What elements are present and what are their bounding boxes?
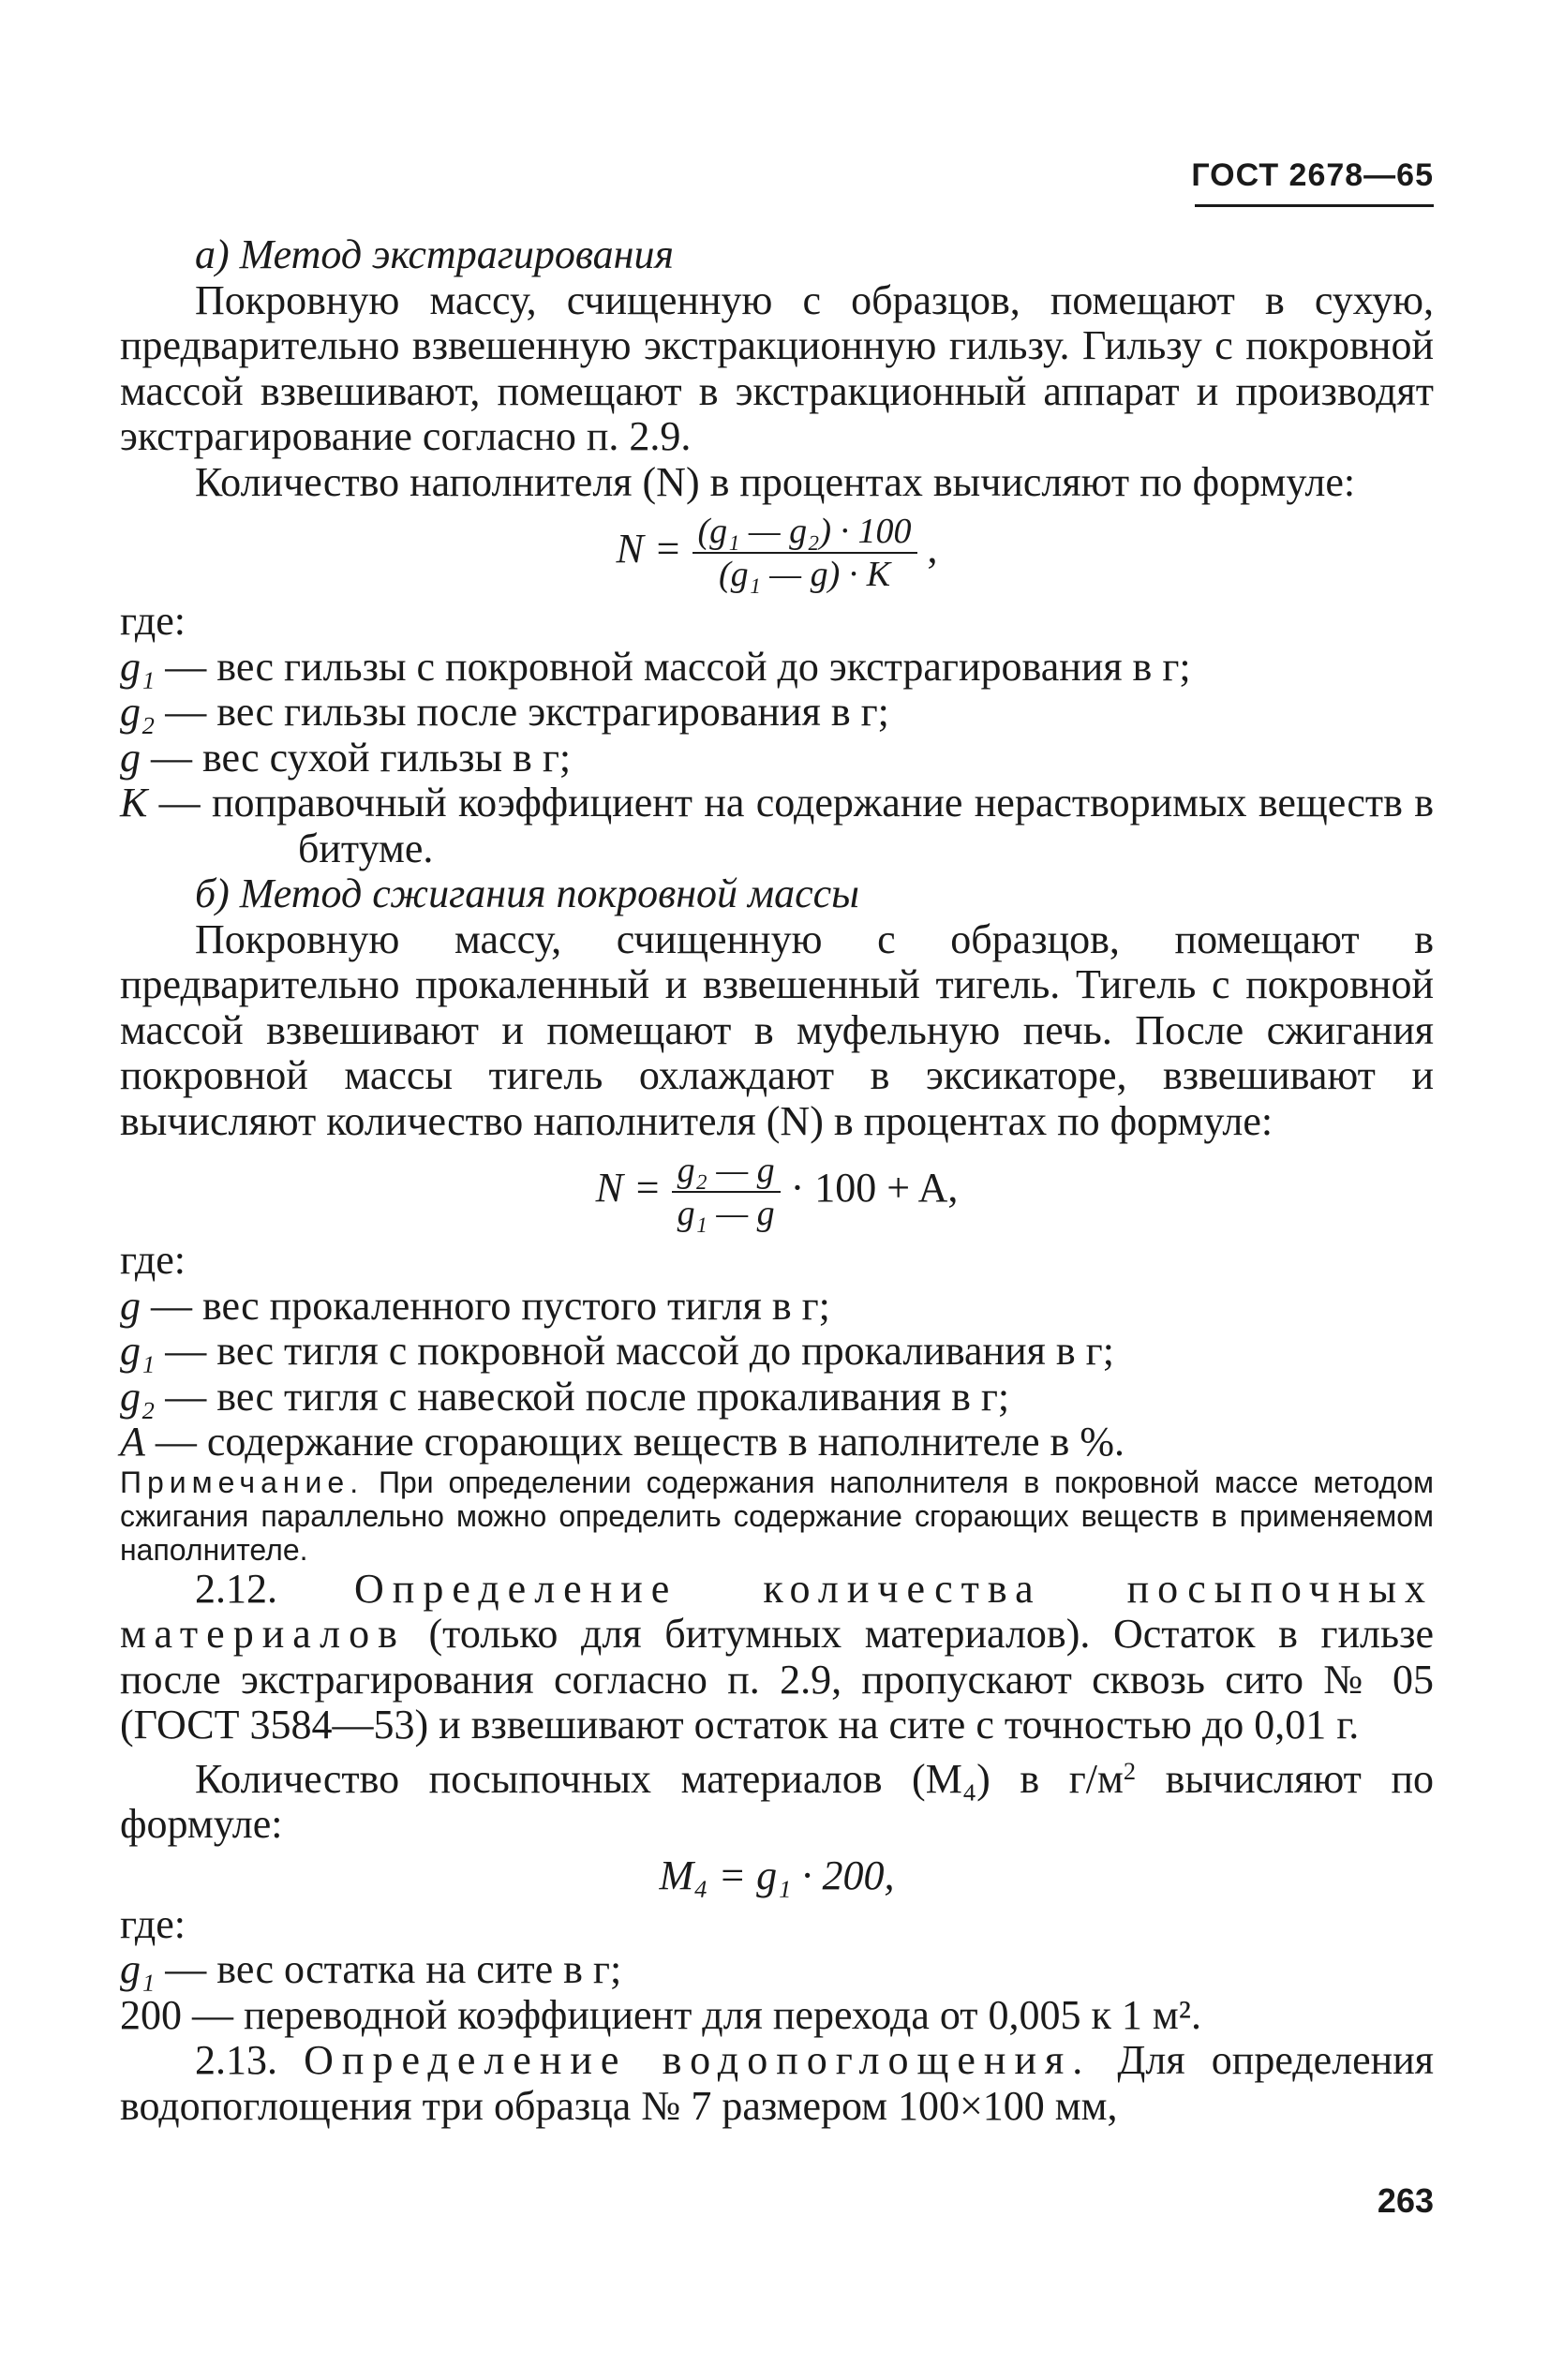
definition-text: — вес гильзы после экстрагирования в г; (165, 689, 889, 735)
intro-text-b: вычисляют по формуле: (120, 1755, 1434, 1847)
definition-line (120, 645, 1434, 691)
note-heading: Примечание. (120, 1465, 365, 1499)
section-heading: Определение водопоглощения. (304, 2037, 1092, 2083)
header-rule (1195, 204, 1434, 207)
formula-fraction (693, 513, 917, 593)
section-2-12 (120, 1567, 1434, 1748)
section-number: 2.13. (195, 2037, 277, 2083)
definition-line (120, 736, 1434, 781)
method-b-title: б) Метод сжигания покровной массы (195, 870, 859, 916)
definition-text: — поправочный коэффициент на содержание нерастворимых веществ в битуме. (158, 780, 1435, 871)
formula-numerator: g₂ — g (672, 1152, 781, 1193)
definition-text: — вес прокаленного пустого тигля в г; (151, 1282, 830, 1329)
definition-symbol: g₂ (120, 689, 156, 735)
definition-symbol: 200 (120, 1991, 182, 2038)
formula-extraction (120, 513, 1434, 593)
where-label: где: (120, 598, 186, 644)
definition-text: — вес гильзы с покровной массой до экстрагирования в г; (165, 643, 1191, 690)
definition-line (120, 1284, 1434, 1330)
definition-line (120, 1420, 1434, 1465)
formula-tail: · 100 + A, (790, 1165, 959, 1212)
definition-symbol: g (120, 734, 141, 781)
definition-line (120, 1375, 1434, 1421)
method-a-formula-intro: Количество наполнителя (N) в процентах вычисляют по формуле: (195, 458, 1356, 505)
definition-symbol: g₁ (120, 1946, 156, 1992)
note-text: При определении содержания наполнителя в покровной массе методом сжигания параллельно можно определить содержание сгорающих веществ в применяемом наполнителе. (120, 1465, 1435, 1567)
definition-symbol: g₁ (120, 1328, 156, 1374)
section-number: 2.12. (195, 1565, 277, 1612)
note (120, 1465, 1434, 1567)
page-content (120, 232, 1434, 2129)
formula-denominator: (g₁ — g) · K (718, 555, 891, 594)
formula-lhs: N = (595, 1165, 662, 1212)
standard-header: ГОСТ 2678—65 (1191, 157, 1434, 193)
definition-symbol: g₂ (120, 1373, 156, 1420)
definition-line (120, 781, 1434, 871)
definition-symbol: A (120, 1419, 145, 1465)
formula-denominator: g₁ — g (677, 1194, 775, 1233)
definition-line (120, 1947, 1434, 1993)
method-a-title: а) Метод экстрагирования (195, 231, 674, 277)
definition-text: — содержание сгорающих веществ в наполнителе в %. (155, 1419, 1125, 1465)
where-label: где: (120, 1900, 186, 1947)
formula-numerator: (g₁ — g₂) · 100 (693, 513, 917, 554)
definition-text: — вес тигля с навеской после прокаливания в г; (165, 1373, 1010, 1420)
intro-text-a: Количество посыпочных материалов (M₄) в г/м (195, 1755, 1124, 1802)
definition-text: — вес остатка на сите в г; (165, 1946, 622, 1992)
definition-text: — вес тигля с покровной массой до прокаливания в г; (165, 1328, 1114, 1374)
definition-line (120, 690, 1434, 736)
section-text: (только для битумных материалов). Остаток в гильзе после экстрагирования согласно п. 2.9, пропускают сквозь сито № 05 (ГОСТ 3584—53) и взвешивают остаток на сите с точностью до 0,01 г. (120, 1611, 1434, 1748)
definition-symbol: g₁ (120, 643, 156, 690)
definition-symbol: g (120, 1282, 141, 1329)
superscript: 2 (1123, 1756, 1137, 1785)
definition-text: — вес сухой гильзы в г; (151, 734, 572, 781)
formula-tail: , (927, 526, 938, 573)
definition-text: — переводной коэффициент для перехода от 0,005 к 1 м². (192, 1991, 1201, 2038)
method-b-paragraph: Покровную массу, счищенную с образцов, помещают в предварительно прокаленный и взвешенный тигель. Тигель с покровной массой взвешивают и помещают в муфельную печь. После сжигания покровной массы тигель охлаждают в эксикаторе, взвешивают и вычисляют количество наполнителя (N) в процентах по формуле: (120, 915, 1434, 1144)
section-text: Для определения водопоглощения три образца № 7 размером 100×100 мм, (120, 2037, 1435, 2129)
page-number: 263 (1377, 2181, 1434, 2220)
method-a-paragraph: Покровную массу, счищенную с образцов, помещают в сухую, предварительно взвешенную экстракционную гильзу. Гильзу с покровной массой взвешивают, помещают в экстракционный аппарат и производят экстрагирование согласно п. 2.9. (120, 276, 1434, 459)
definition-line (120, 1329, 1434, 1375)
section-2-13 (120, 2038, 1434, 2129)
definition-symbol: K (120, 780, 148, 826)
section-2-12-formula-intro (120, 1748, 1434, 1848)
formula-lhs: N = (616, 526, 682, 573)
definition-line (120, 1993, 1434, 2039)
formula-fraction (672, 1152, 781, 1232)
section-heading: Определение количества посыпочных материалов (120, 1565, 1435, 1657)
formula-combustion (120, 1152, 1434, 1232)
where-label: где: (120, 1237, 186, 1283)
formula-surfacing: M₄ = g₁ · 200, (659, 1852, 895, 1898)
